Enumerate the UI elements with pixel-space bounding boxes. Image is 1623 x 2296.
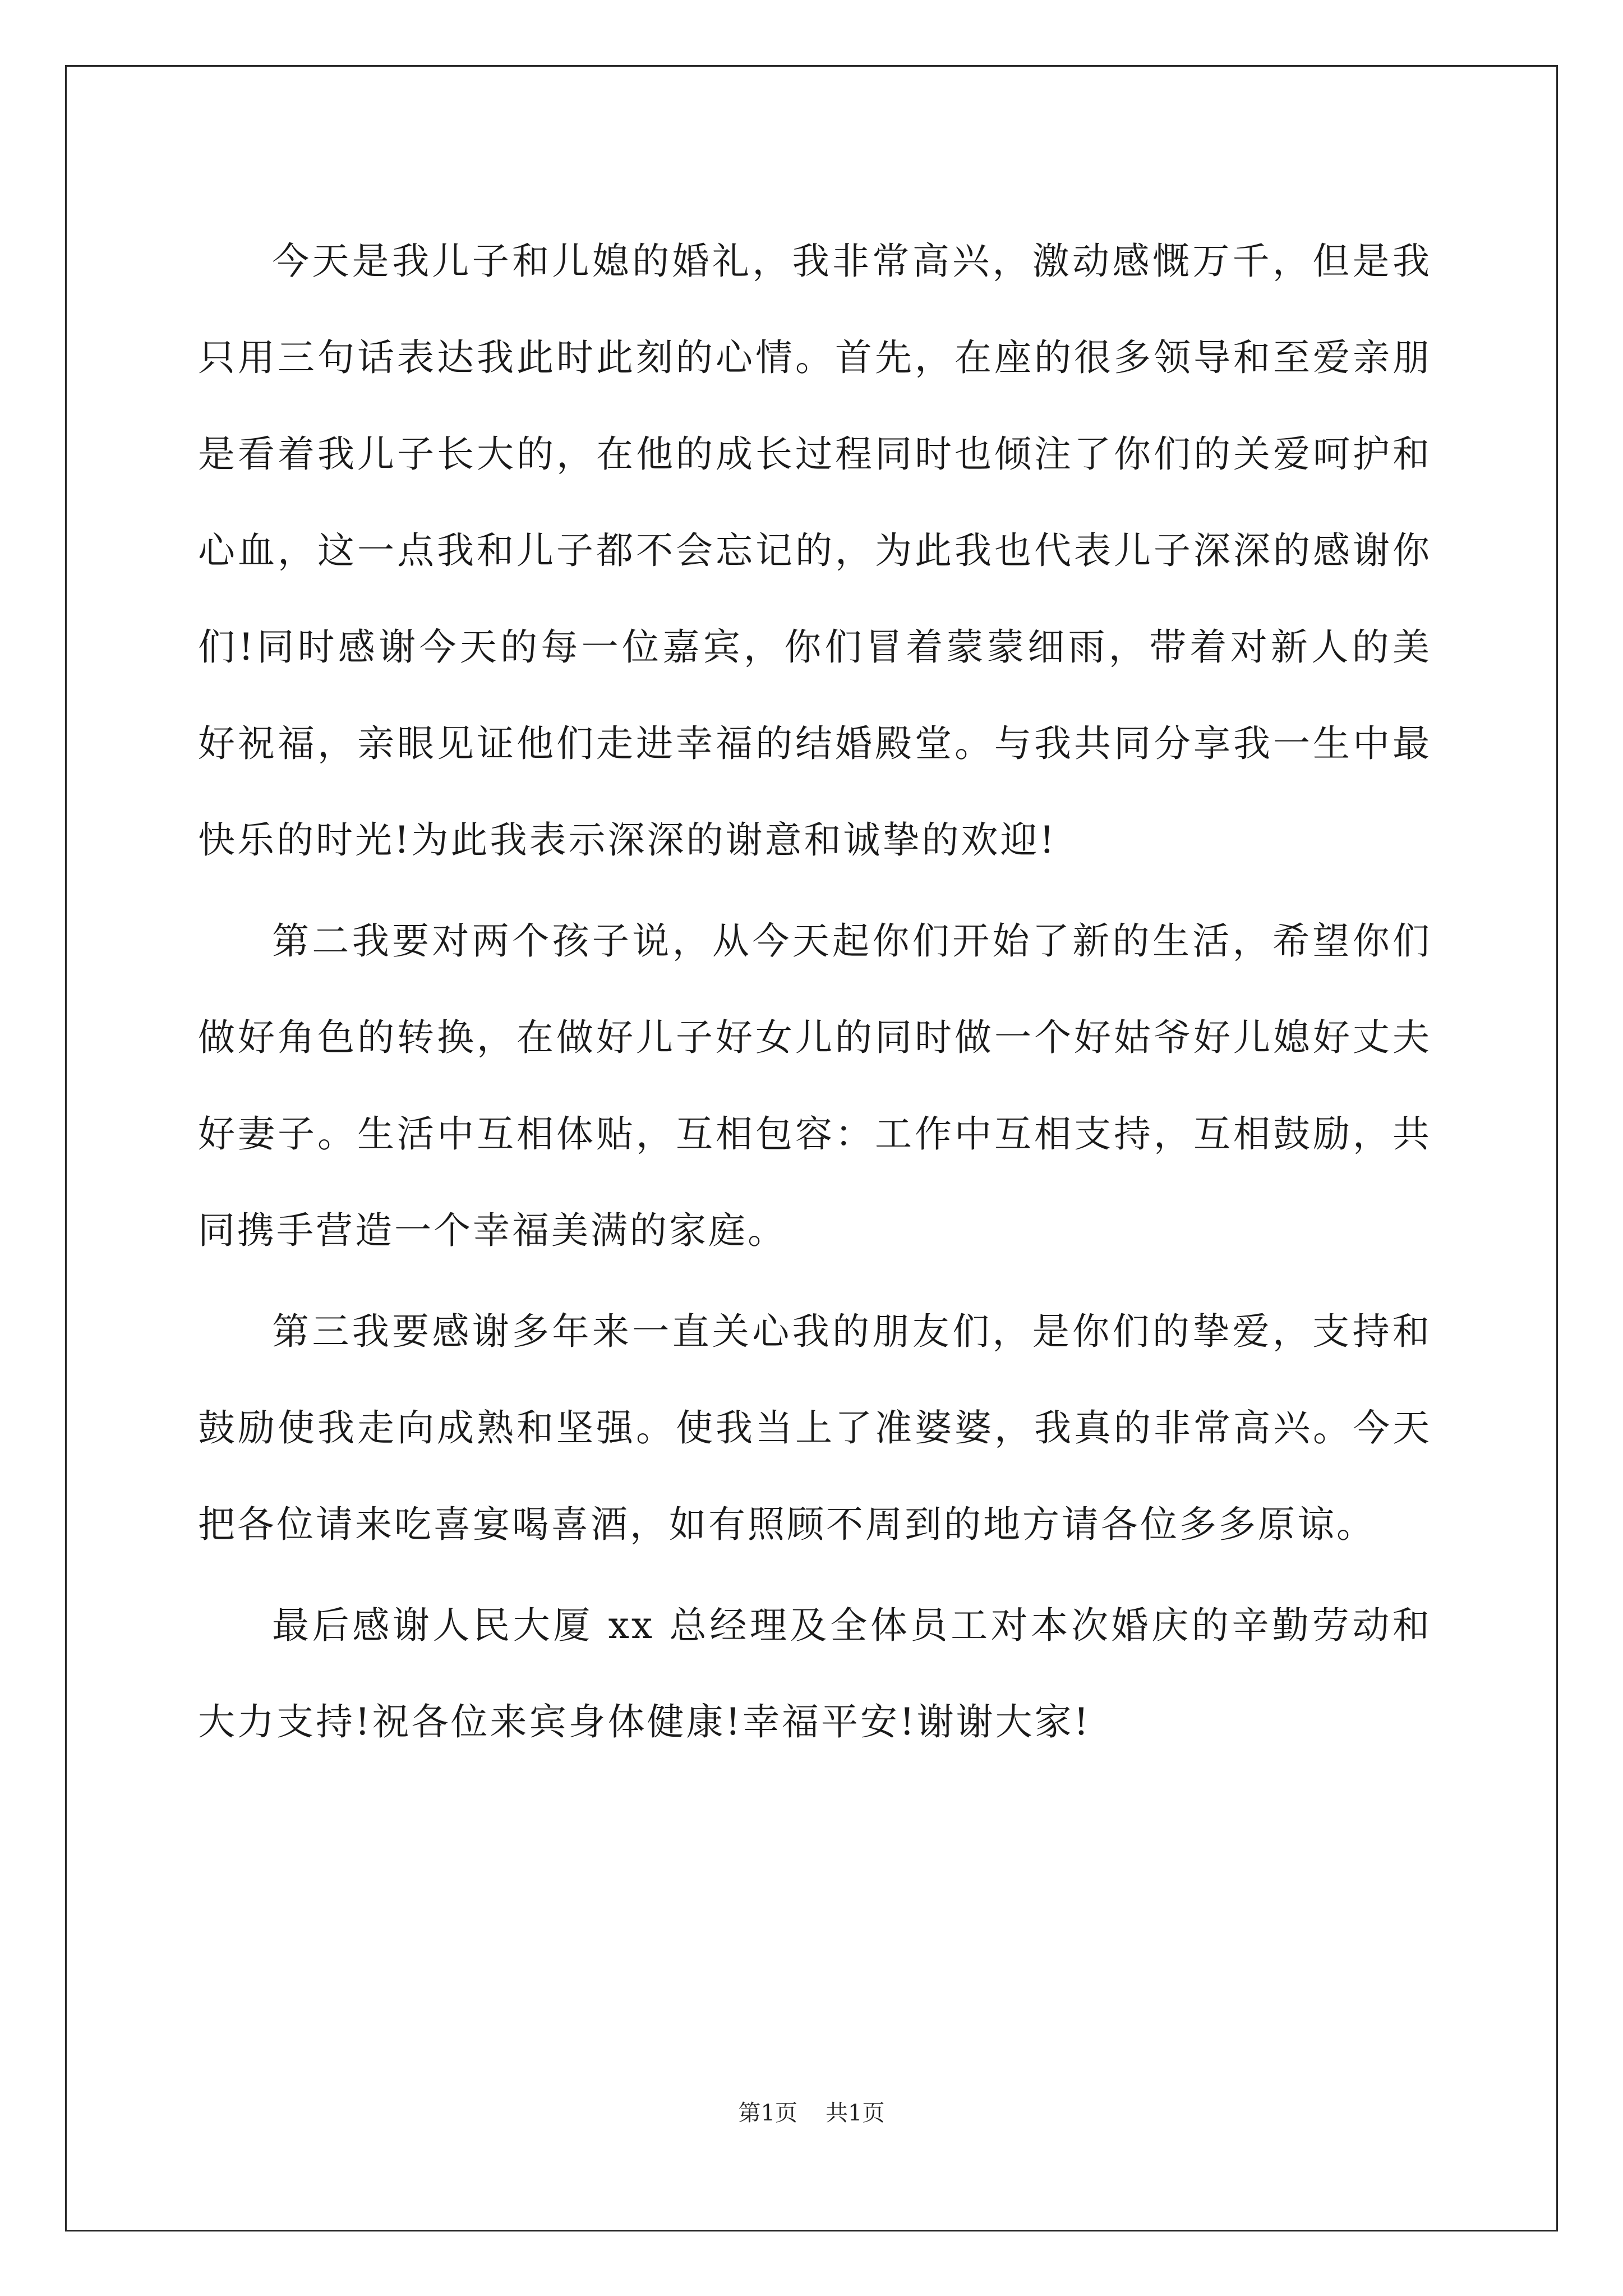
paragraph-4: 最后感谢人民大厦 xx 总经理及全体员工对本次婚庆的辛勤劳动和大力支持!祝各位来宾身体健康!幸福平安!谢谢大家! (198, 1604, 1432, 1743)
paragraph-3: 第三我要感谢多年来一直关心我的朋友们，是你们的挚爱，支持和鼓励使我走向成熟和坚强。使我当上了准婆婆，我真的非常高兴。今天把各位请来吃喜宴喝喜酒，如有照顾不周到的地方请各位多多原谅。 (198, 1310, 1432, 1546)
paragraph-2: 第二我要对两个孩子说，从今天起你们开始了新的生活，希望你们做好角色的转换，在做好儿子好女儿的同时做一个好姑爷好儿媳好丈夫好妻子。生活中互相体贴，互相包容：工作中互相支持，互相鼓励，共同携手营造一个幸福美满的家庭。 (198, 919, 1432, 1252)
page-footer (0, 2095, 1623, 2127)
page-number: 第1页 (738, 2100, 797, 2126)
paragraph-1: 今天是我儿子和儿媳的婚礼，我非常高兴，激动感慨万千，但是我只用三句话表达我此时此刻的心情。首先，在座的很多领导和至爱亲朋是看着我儿子长大的，在他的成长过程同时也倾注了你们的关爱呵护和心血，这一点我和儿子都不会忘记的，为此我也代表儿子深深的感谢你们!同时感谢今天的每一位嘉宾，你们冒着蒙蒙细雨，带着对新人的美好祝福，亲眼见证他们走进幸福的结婚殿堂。与我共同分享我一生中最快乐的时光!为此我表示深深的谢意和诚挚的欢迎! (198, 240, 1432, 862)
document-body (198, 213, 1432, 1770)
page-total: 共1页 (826, 2100, 885, 2126)
